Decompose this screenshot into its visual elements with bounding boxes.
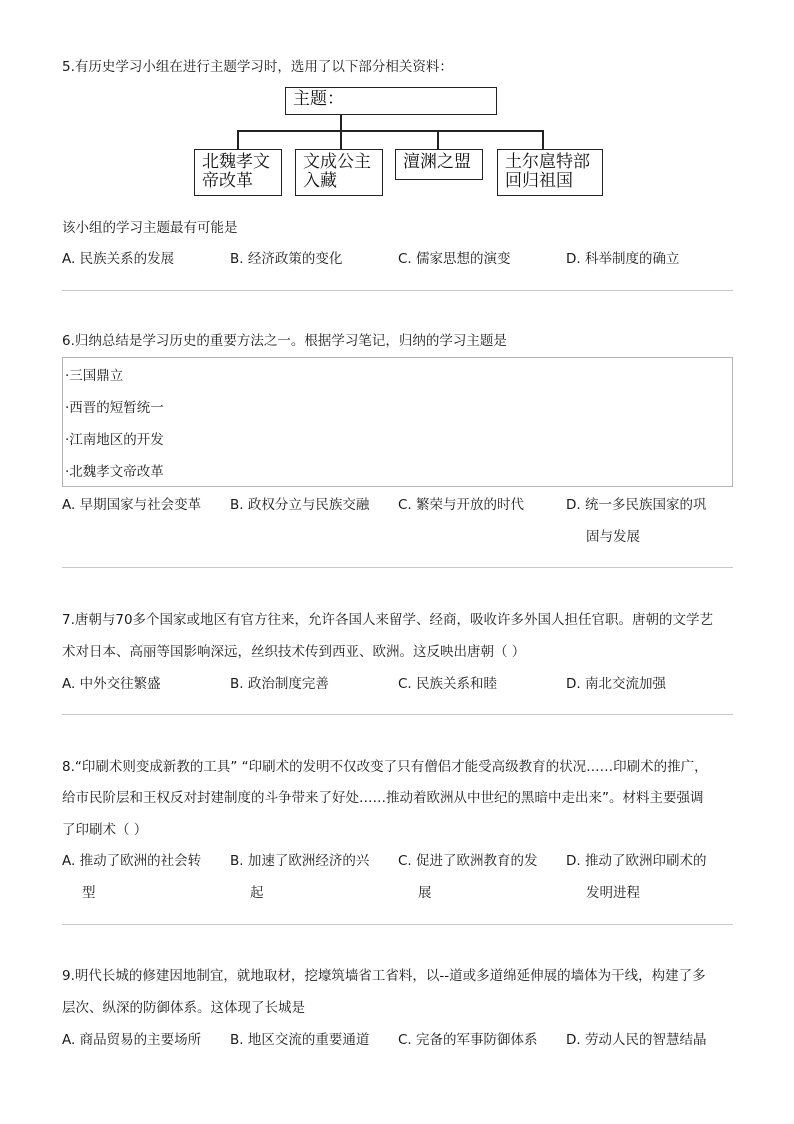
- q5-option-d[interactable]: D. 科举制度的确立: [566, 251, 680, 267]
- q5-option-c[interactable]: C. 儒家思想的演变: [398, 251, 511, 267]
- q6-option-b[interactable]: B. 政权分立与民族交融: [230, 497, 370, 513]
- q8-stem-line-3: 了印刷术（ ）: [62, 822, 148, 838]
- q9-option-c[interactable]: C. 完备的军事防御体系: [398, 1032, 538, 1048]
- q7-option-b[interactable]: B. 政治制度完善: [230, 676, 329, 692]
- q5-option-a[interactable]: A. 民族关系的发展: [62, 251, 175, 267]
- q8-option-a-continued: 型: [82, 885, 96, 901]
- q6-note: ·江南地区的开发: [65, 432, 164, 448]
- separator: [62, 290, 733, 291]
- q7-stem-line-2: 术对日本、高丽等国影响深远，丝织技术传到西亚、欧洲。这反映出唐朝（ ）: [62, 644, 526, 660]
- diagram-child-box-4: [497, 149, 603, 196]
- q6-note: ·三国鼎立: [65, 368, 124, 384]
- diagram-child-label: 北魏孝文 帝改革: [202, 152, 270, 191]
- q6-stem: 6.归纳总结是学习历史的重要方法之一。根据学习笔记，归纳的学习主题是: [62, 333, 507, 349]
- q5-option-b[interactable]: B. 经济政策的变化: [230, 251, 343, 267]
- q8-option-d-continued: 发明进程: [586, 885, 640, 901]
- q9-option-a[interactable]: A. 商品贸易的主要场所: [62, 1032, 202, 1048]
- diagram-child-box-1: [194, 149, 282, 196]
- diagram-drop-line-3: [437, 130, 439, 150]
- q8-option-b[interactable]: B. 加速了欧洲经济的兴: [230, 853, 370, 869]
- diagram-root-box: [285, 87, 497, 115]
- q7-option-a[interactable]: A. 中外交往繁盛: [62, 676, 161, 692]
- diagram-drop-line-4: [542, 130, 544, 150]
- diagram-child-label: 土尔扈特部 回归祖国: [505, 152, 590, 191]
- separator: [62, 567, 733, 568]
- diagram-child-label: 澶渊之盟: [403, 152, 471, 172]
- q7-option-d[interactable]: D. 南北交流加强: [566, 676, 666, 692]
- q6-notes-box: [62, 357, 733, 487]
- q6-option-a[interactable]: A. 早期国家与社会变革: [62, 497, 202, 513]
- q9-option-b[interactable]: B. 地区交流的重要通道: [230, 1032, 370, 1048]
- q8-option-c-continued: 展: [418, 885, 432, 901]
- diagram-branch-line: [237, 130, 543, 132]
- q7-stem-line-1: 7.唐朝与70多个国家或地区有官方往来，允许各国人来留学、经商，吸收许多外国人担任官职。唐朝的文学艺: [62, 612, 714, 628]
- q8-option-d[interactable]: D. 推动了欧洲印刷术的: [566, 853, 707, 869]
- q9-stem-line-1: 9.明代长城的修建因地制宜，就地取材，挖壕筑墙省工省料，以--道或多道绵延伸展的墙体为干线，构建了多: [62, 968, 706, 984]
- q6-note: ·北魏孝文帝改革: [65, 464, 164, 480]
- separator: [62, 924, 733, 925]
- q6-option-d-continued: 固与发展: [586, 529, 640, 545]
- q6-note: ·西晋的短暂统一: [65, 400, 164, 416]
- q8-option-a[interactable]: A. 推动了欧洲的社会转: [62, 853, 202, 869]
- q5-question: 该小组的学习主题最有可能是: [62, 220, 238, 236]
- q5-stem: 5.有历史学习小组在进行主题学习时，选用了以下部分相关资料：: [62, 59, 453, 75]
- diagram-stem-line: [340, 115, 342, 131]
- q6-option-d[interactable]: D. 统一多民族国家的巩: [566, 497, 707, 513]
- q8-stem-line-1: 8.“印刷术则变成新教的工具” “印刷术的发明不仅改变了只有僧侣才能受高级教育的状况……印刷术的推广，: [62, 759, 708, 775]
- diagram-drop-line-2: [340, 130, 342, 150]
- diagram-child-label: 文成公主 入藏: [303, 152, 371, 191]
- diagram-child-box-3: [395, 149, 483, 180]
- q9-stem-line-2: 层次、纵深的防御体系。这体现了长城是: [62, 1000, 305, 1016]
- q7-option-c[interactable]: C. 民族关系和睦: [398, 676, 498, 692]
- q8-stem-line-2: 给市民阶层和王权反对封建制度的斗争带来了好处……推动着欧洲从中世纪的黑暗中走出来”。材料主要强调: [62, 790, 704, 806]
- diagram-root-label: 主题：: [293, 89, 344, 109]
- q6-option-c[interactable]: C. 繁荣与开放的时代: [398, 497, 525, 513]
- diagram-child-box-2: [295, 149, 383, 196]
- q8-option-c[interactable]: C. 促进了欧洲教育的发: [398, 853, 538, 869]
- diagram-drop-line-1: [237, 130, 239, 150]
- separator: [62, 714, 733, 715]
- q8-option-b-continued: 起: [250, 885, 264, 901]
- q9-option-d[interactable]: D. 劳动人民的智慧结晶: [566, 1032, 707, 1048]
